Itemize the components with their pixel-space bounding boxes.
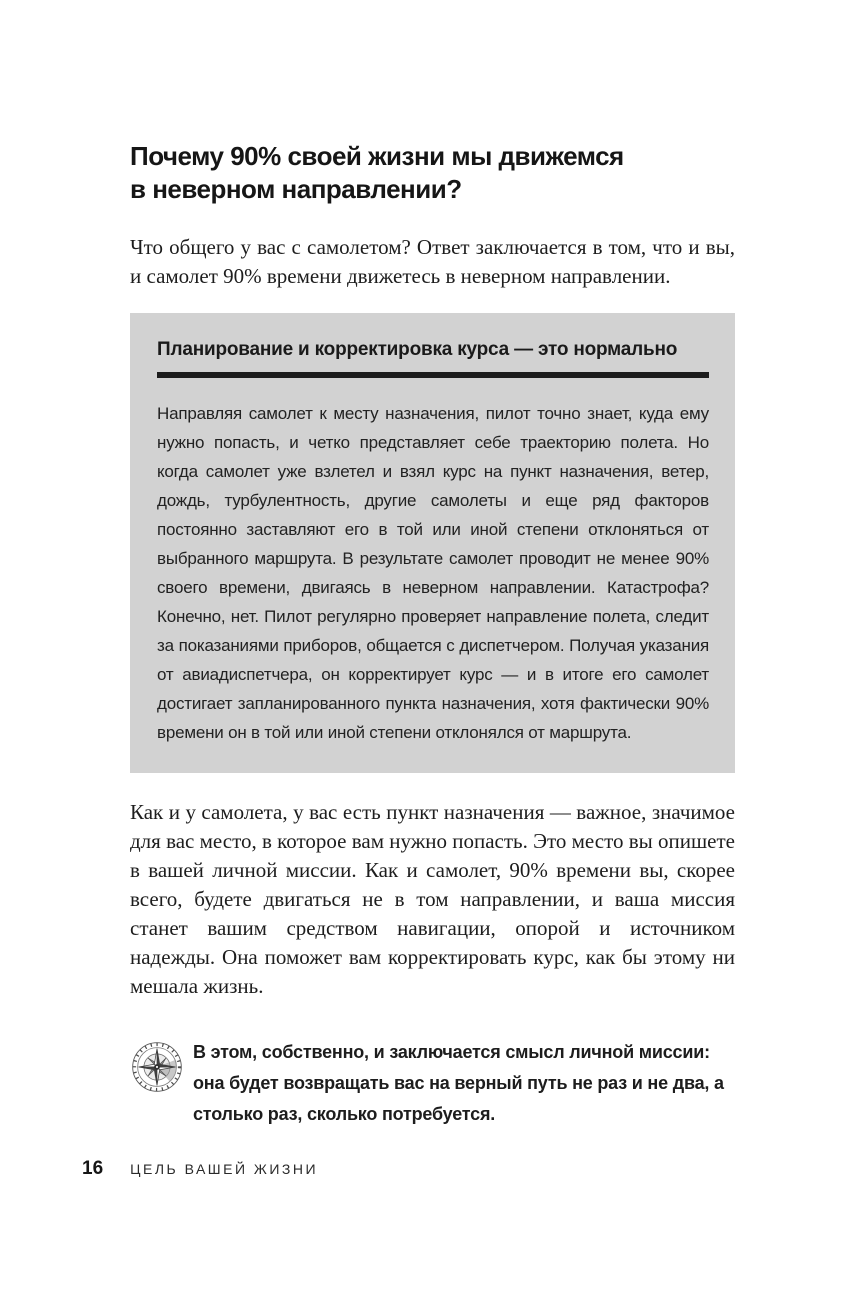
callout-text: В этом, собственно, и заключается смысл личной миссии: она будет возвращать вас на верный путь не раз и не два, а столько раз, сколько потребуется. <box>193 1042 724 1124</box>
info-box-body: Направляя самолет к месту назначения, пилот точно знает, куда ему нужно попасть, и четко представляет себе траекторию полета. Но когда самолет уже взлетел и взял курс на пункт назначения, ветер, дождь, турбулентность, другие самолеты и еще ряд факторов постоянно заставляют его в той или иной степени отклоняться от выбранного маршрута. В результате самолет проводит не менее 90% своего времени, двигаясь в неверном направлении. Катастрофа? Конечно, нет. Пилот регулярно проверяет направление полета, следит за показаниями приборов, общается с диспетчером. Получая указания от авиадиспетчера, он корректирует курс — и в итоге его самолет достигает запланированного пункта назначения, хотя фактически 90% времени он в той или иной степени отклонялся от маршрута. <box>157 404 709 742</box>
page-footer <box>82 1158 318 1180</box>
running-title: ЦЕЛЬ ВАШЕЙ ЖИЗНИ <box>130 1161 319 1177</box>
section-heading-line-2: в неверном направлении? <box>130 174 462 204</box>
info-box <box>130 313 735 773</box>
section-heading-line-1: Почему 90% своей жизни мы движемся <box>130 141 624 171</box>
page-number: 16 <box>82 1158 104 1179</box>
body-paragraph: Как и у самолета, у вас есть пункт назначения — важное, значимое для вас место, в которое вам нужно попасть. Это место вы опишете в вашей личной миссии. Как и самолет, 90% времени вы, скорее всего, будете двигаться не в том направлении, и ваша миссия станет вашим средством навигации, опорой и источником надежды. Она поможет вам корректировать курс, как бы этому ни мешала жизнь. <box>130 800 735 998</box>
section-heading <box>130 140 735 206</box>
info-box-rule <box>157 372 709 378</box>
info-box-title: Планирование и корректировка курса — это нормально <box>157 339 678 360</box>
intro-paragraph: Что общего у вас с самолетом? Ответ заключается в том, что и вы, и самолет 90% времени движетесь в неверном направлении. <box>130 235 735 288</box>
mission-callout <box>130 1037 735 1130</box>
compass-icon <box>130 1039 184 1095</box>
